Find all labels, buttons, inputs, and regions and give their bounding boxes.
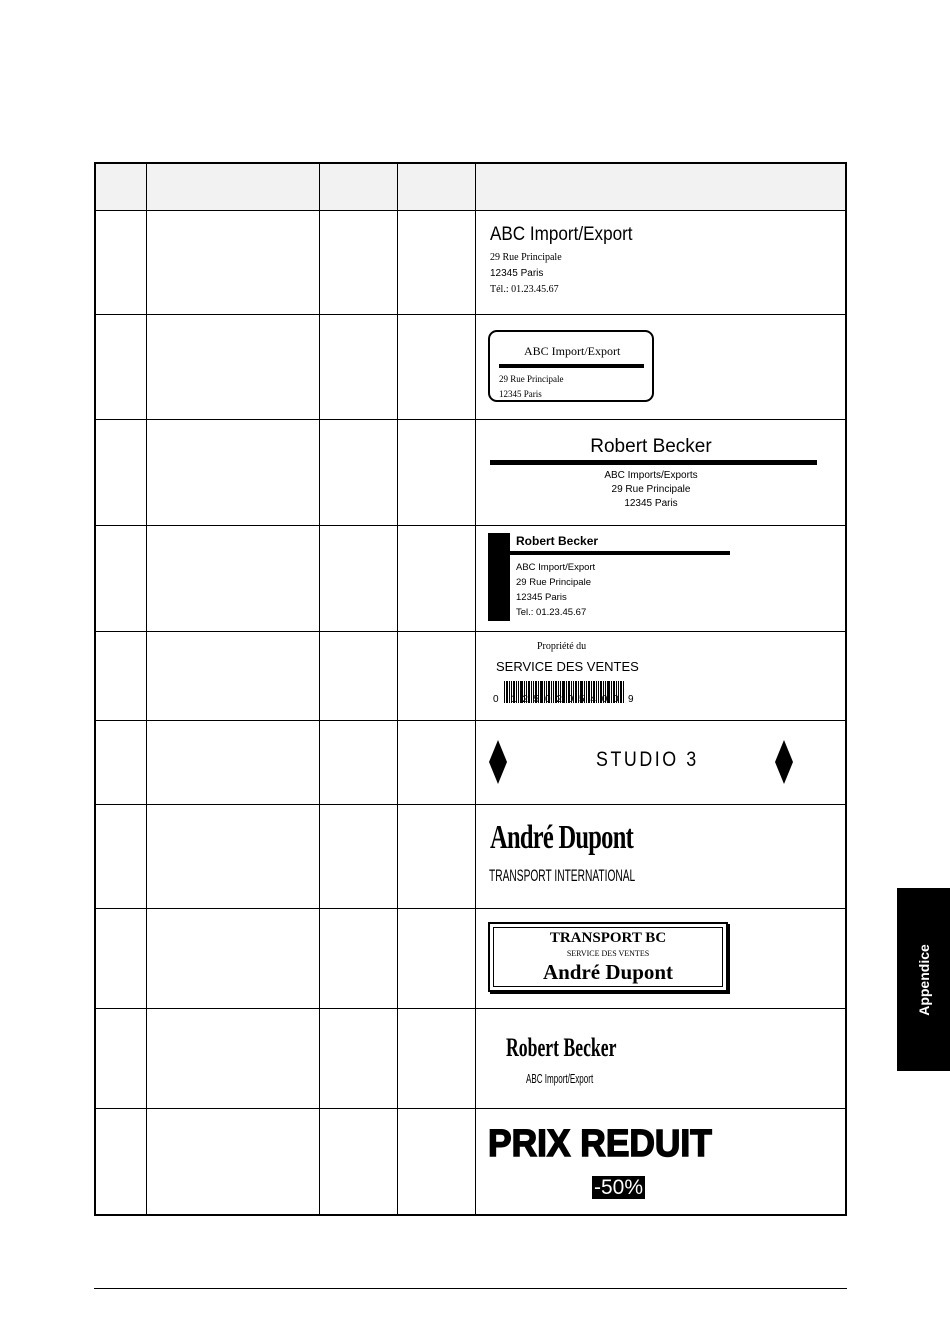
sample-title: André Dupont <box>490 819 634 856</box>
sample-name: André Dupont <box>542 960 674 984</box>
footer-rule <box>94 1288 847 1289</box>
title-underline <box>499 364 644 368</box>
barcode-digit-last: 9 <box>628 694 634 705</box>
sample-line: 12345 Paris <box>499 389 542 399</box>
sample-line: Tel.: 01.23.45.67 <box>516 607 587 618</box>
sample-line: 12345 Paris <box>490 268 544 279</box>
barcode-digits: 1 2 5 0 2 0 5 4 0 0 <box>511 694 621 705</box>
sample-line: Propriété du <box>537 641 587 652</box>
diamond-ornament-right <box>775 740 793 784</box>
sample-label-10 <box>476 1108 847 1214</box>
double-frame <box>488 922 728 992</box>
barcode-digit-first: 0 <box>493 694 499 705</box>
sample-label-2 <box>476 314 847 419</box>
sample-title: STUDIO 3 <box>596 748 699 771</box>
title-rule <box>490 460 817 465</box>
column-divider <box>146 164 147 1214</box>
sample-line: 29 Rue Principale <box>516 577 591 588</box>
sample-label-6 <box>476 720 847 804</box>
sample-line: 12345 Paris <box>516 592 567 603</box>
sample-title: ABC Import/Export <box>524 344 621 358</box>
sample-title: Robert Becker <box>506 1033 617 1062</box>
rounded-frame <box>488 330 654 402</box>
sample-title: Robert Becker <box>590 436 712 457</box>
sample-label-4 <box>476 525 847 631</box>
sample-subtitle: ABC Import/Export <box>526 1071 594 1086</box>
sample-line: ABC Import/Export <box>516 562 596 573</box>
discount-badge: -50% <box>594 1176 644 1199</box>
column-divider <box>319 164 320 1214</box>
sample-label-9 <box>476 1008 847 1108</box>
sample-title: Robert Becker <box>516 534 599 548</box>
sample-line: 12345 Paris <box>624 498 678 509</box>
side-bar <box>488 533 510 621</box>
sample-line: 29 Rue Principale <box>611 484 691 495</box>
diamond-ornament-left <box>489 740 507 784</box>
sample-line: SERVICE DES VENTES <box>496 659 639 674</box>
sample-label-1 <box>476 211 847 314</box>
sample-label-8 <box>476 908 847 1008</box>
sample-label-3 <box>476 419 847 525</box>
table-header <box>96 164 845 211</box>
column-divider <box>397 164 398 1214</box>
sample-line: 29 Rue Principale <box>490 252 562 263</box>
sample-line: Tél.: 01.23.45.67 <box>490 284 559 295</box>
label-samples-table <box>94 162 847 1216</box>
sample-subtitle: SERVICE DES VENTES <box>566 949 650 958</box>
sample-line: 29 Rue Principale <box>499 374 564 384</box>
sample-subtitle: TRANSPORT INTERNATIONAL <box>489 866 636 885</box>
sample-label-5 <box>476 631 847 720</box>
sample-label-7 <box>476 804 847 908</box>
section-tab <box>897 888 950 1071</box>
sample-line: ABC Imports/Exports <box>604 470 698 481</box>
sample-title: PRIX REDUIT <box>488 1123 712 1165</box>
sample-title: TRANSPORT BC <box>549 930 667 946</box>
title-rule <box>510 551 730 555</box>
section-tab-label: Appendice <box>915 943 932 1016</box>
sample-title: ABC Import/Export <box>490 224 633 245</box>
